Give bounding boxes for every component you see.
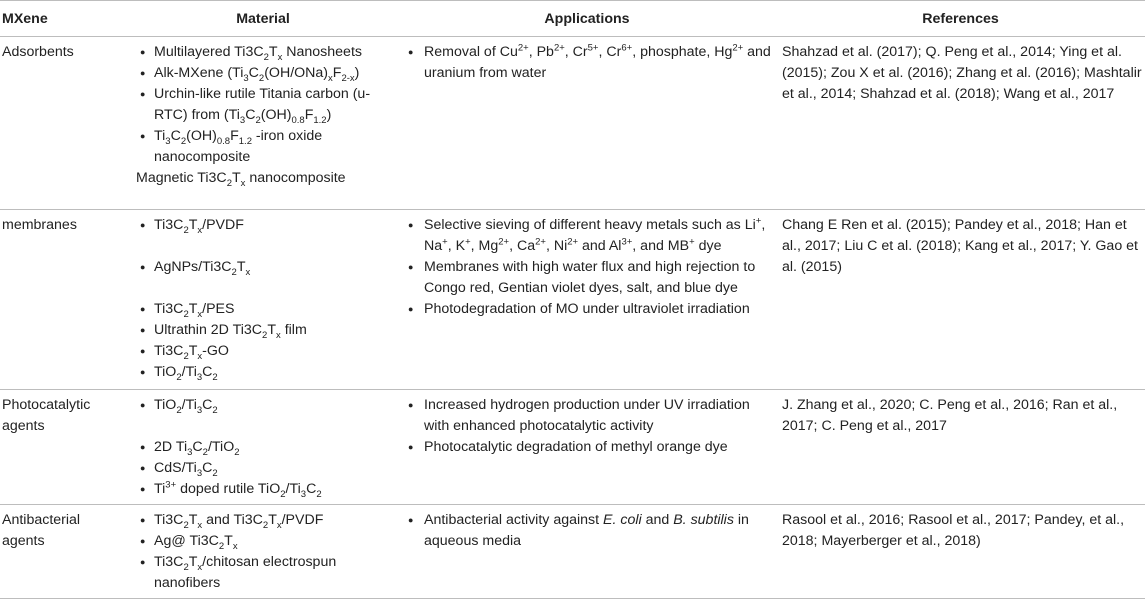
- applications-cell: [398, 505, 776, 599]
- table-row: [0, 505, 1145, 599]
- material-item: ● $Ti3C_2T_x$/chitosan electrospun nanofibers: [132, 552, 394, 594]
- header-material: Material: [128, 1, 398, 37]
- material-item: ● CdS/$Ti_3C_2$: [132, 458, 394, 479]
- material-cell: [128, 37, 398, 210]
- mxene-cell: Photocatalytic agents: [0, 390, 128, 505]
- header-applications: Applications: [398, 1, 776, 37]
- material-item: ● 2D $Ti_3C_2/TiO_2$: [132, 437, 394, 458]
- header-mxene: MXene: [0, 1, 128, 37]
- application-item: ● Photodegradation of MO under ultraviolet irradiation: [402, 299, 772, 320]
- material-item: ● $Ti^{3+}$ doped rutile $TiO_2/Ti_3C_2$: [132, 479, 394, 500]
- material-item: ● $Ti3C_2T_x-GO$: [132, 341, 394, 362]
- table-row: [0, 210, 1145, 390]
- material-item: ● Ultrathin 2D $Ti3C_2T_x$ film: [132, 320, 394, 341]
- material-item: ● $Ti3C_2T_x$ and $Ti3C_2T_x$/PVDF: [132, 510, 394, 531]
- application-item: ● Photocatalytic degradation of methyl orange dye: [402, 437, 772, 458]
- table-row: [0, 390, 1145, 505]
- material-cell: [128, 210, 398, 390]
- references-cell: Chang E Ren et al. (2015); Pandey et al., 2018; Han et al., 2017; Liu C et al. (2018); Kang et al., 2017; Y. Gao et al. (2015): [776, 210, 1145, 390]
- header-row: [0, 1, 1145, 37]
- material-item: ● Alk-MXene $(Ti_3C_2(OH/ONa)_xF_{2-x})$: [132, 63, 394, 84]
- applications-cell: [398, 37, 776, 210]
- application-item: ● Selective sieving of different heavy metals such as Li+, Na+, K+, $Mg^{2+}$, $Ca^{2+}$, $Ni^{2+}$ and $Al^{3+}$, and MB+ dye: [402, 215, 772, 257]
- mxene-cell: membranes: [0, 210, 128, 390]
- material-item: ● Urchin-like rutile Titania carbon (u-RTC) from $(Ti_3C_2(OH)_{0.8}F_{1.2})$: [132, 84, 394, 126]
- application-item: ● Antibacterial activity against E. coli and B. subtilis in aqueous media: [402, 510, 772, 552]
- material-item: ● $Ti3C_2T_x$/PVDF: [132, 215, 394, 236]
- material-item: ● $Ti_3C_2(OH)_{0.8}F_{1.2}$ -iron oxide nanocomposite: [132, 126, 394, 168]
- material-cell: [128, 505, 398, 599]
- application-item: ● Membranes with high water flux and high rejection to Congo red, Gentian violet dyes, salt, and blue dye: [402, 257, 772, 299]
- material-item: Magnetic $Ti3C_2T_x$ nanocomposite: [136, 170, 346, 189]
- application-item: ● Increased hydrogen production under UV irradiation with enhanced photocatalytic activity: [402, 395, 772, 437]
- application-item: ● Removal of $Cu^{2+}$, $Pb^{2+}$, $Cr^{5+}$, $Cr^{6+}$, phosphate, $Hg^{2+}$ and uranium from water: [402, 42, 772, 84]
- material-item: ● $TiO_2/Ti_3C_2$: [132, 395, 394, 416]
- header-references: References: [776, 1, 1145, 37]
- references-cell: J. Zhang et al., 2020; C. Peng et al., 2016; Ran et al., 2017; C. Peng et al., 2017: [776, 390, 1145, 505]
- applications-cell: [398, 390, 776, 505]
- mxene-cell: Antibacterial agents: [0, 505, 128, 599]
- material-item: ● $Ti3C_2T_x$/PES: [132, 299, 394, 320]
- material-item: ● $TiO_2/Ti_3C_2$: [132, 362, 394, 383]
- references-cell: Shahzad et al. (2017); Q. Peng et al., 2014; Ying et al. (2015); Zou X et al. (2016); Zhang et al. (2016); Mashtalir et al., 2014; Shahzad et al. (2018); Wang et al., 2017: [776, 37, 1145, 210]
- table-row: [0, 37, 1145, 210]
- material-item: ● Multilayered $Ti3C_2T_x$ Nanosheets: [132, 42, 394, 63]
- mxene-cell: Adsorbents: [0, 37, 128, 210]
- applications-cell: [398, 210, 776, 390]
- references-cell: Rasool et al., 2016; Rasool et al., 2017; Pandey, et al., 2018; Mayerberger et al., 2018): [776, 505, 1145, 599]
- material-item: ● AgNPs/$Ti3C_2T_x$: [132, 257, 394, 278]
- material-item: ● Ag@ $Ti3C_2T_x$: [132, 531, 394, 552]
- material-cell: [128, 390, 398, 505]
